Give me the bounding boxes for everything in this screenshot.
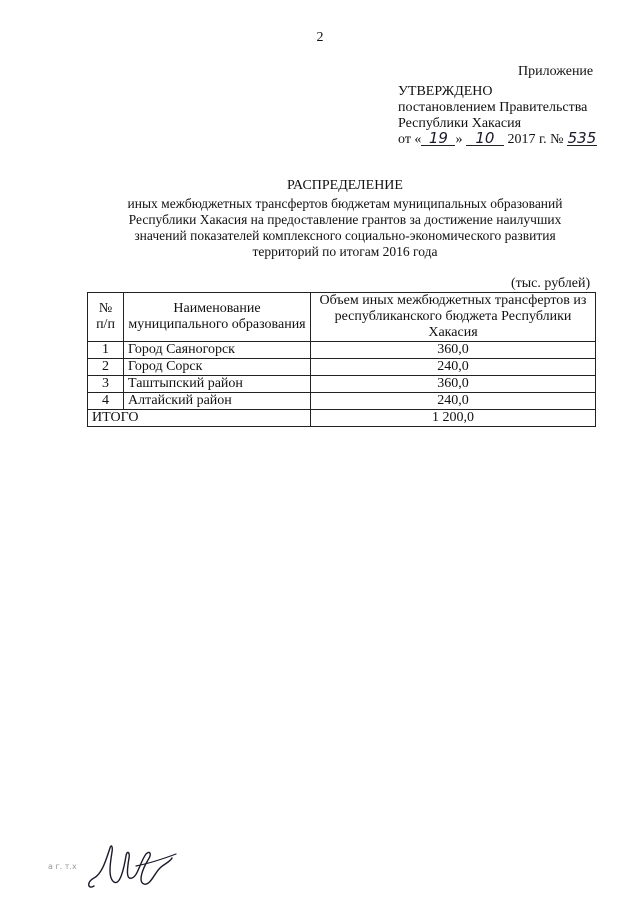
date-mid: »	[455, 132, 463, 147]
row-amount: 240,0	[311, 393, 596, 410]
table-row	[88, 342, 596, 359]
row-name: Таштыпский район	[124, 376, 311, 393]
subtitle-line: Республики Хакасия на предоставление грантов за достижение наилучших	[128, 212, 562, 227]
header-amount: Объем иных межбюджетных трансфертов из республиканского бюджета Республики Хакасия	[311, 293, 596, 342]
table-row	[88, 359, 596, 376]
date-year: 2017 г. №	[507, 132, 564, 147]
distribution-table	[87, 292, 596, 427]
approval-block	[398, 84, 597, 148]
table-row	[88, 393, 596, 410]
total-row	[88, 410, 596, 427]
table-header-row	[88, 293, 596, 342]
date-day: 19	[421, 132, 455, 146]
row-num: 3	[88, 376, 124, 393]
approval-line-2: Республики Хакасия	[398, 116, 522, 131]
row-num: 4	[88, 393, 124, 410]
row-name: Алтайский район	[124, 393, 311, 410]
table-row	[88, 376, 596, 393]
approval-date-line	[398, 129, 597, 148]
total-label: ИТОГО	[88, 410, 311, 427]
subtitle-line: территорий по итогам 2016 года	[252, 244, 438, 259]
document-subtitle	[100, 196, 590, 260]
row-name: Город Сорск	[124, 359, 311, 376]
subtitle-line: иных межбюджетных трансфертов бюджетам муниципальных образований	[127, 196, 563, 211]
page-number: 2	[316, 30, 324, 45]
document-number: 535	[567, 129, 597, 147]
row-name: Город Саяногорск	[124, 342, 311, 359]
approved-label: УТВЕРЖДЕНО	[398, 84, 493, 99]
subtitle-line: значений показателей комплексного социально-экономического развития	[134, 228, 556, 243]
date-month: 10	[466, 132, 504, 146]
faint-stamp-text: а г. т.х	[48, 862, 77, 871]
header-name: Наименование муниципального образования	[124, 293, 311, 342]
row-amount: 360,0	[311, 342, 596, 359]
document-title: РАСПРЕДЕЛЕНИЕ	[287, 178, 403, 193]
row-num: 1	[88, 342, 124, 359]
appendix-label: Приложение	[518, 64, 594, 79]
row-amount: 240,0	[311, 359, 596, 376]
row-num: 2	[88, 359, 124, 376]
row-amount: 360,0	[311, 376, 596, 393]
approval-line-1: постановлением Правительства	[398, 100, 588, 115]
units-label: (тыс. рублей)	[511, 276, 591, 291]
header-num: № п/п	[88, 293, 124, 342]
date-prefix: от «	[398, 132, 422, 147]
total-amount: 1 200,0	[311, 410, 596, 427]
signature-icon	[80, 838, 190, 898]
